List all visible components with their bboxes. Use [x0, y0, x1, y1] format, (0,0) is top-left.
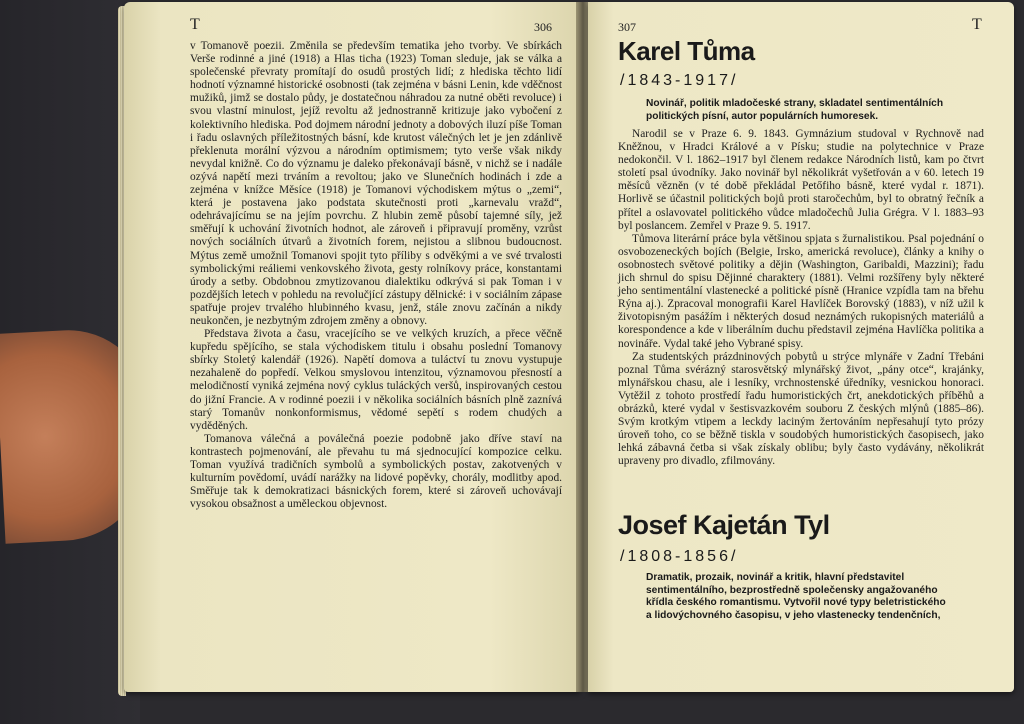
entry-name: Josef Kajetán Tyl — [618, 510, 830, 540]
paragraph: Tomanova válečná a poválečná poezie podobně jako dříve staví na kontrastech pojmenování, ale převahu tu má sjednocující kompozice celku. Toman využívá tradičních symbolů a symbolických postav, zakotvených v kulturním povědomí, uvádí narážky na lidové popěvky, chorály, modlitby apod. Směřuje tak k demokratizaci básnických forem, které si zároveň uchovávají vysokou obsažnost a uměleckou objevnost. — [190, 432, 562, 511]
paragraph: Za studentských prázdninových pobytů u strýce mlynáře v Zadní Třebáni poznal Tůma svérázný starosvětský mlynářský život, „pány otce“, krajánky, mlynářskou chasu, ale i lesníky, vrchnostenské úředníky, vesnickou honoraci. Vytěžil z tohoto prostředí řadu humoristických črt, anekdotických příběhů a obrázků, které vydal v šestisvazkovém souboru Z českých mlýnů (1885–86). Svým krotkým vtipem a leckdy laciným žertováním nepřesahují tyto prózy úroveň toho, co se běžně tiskla v soudobých humoristických časopisech, jako lehká zábavná četba si však získaly oblibu; byly často vydávány, několikrát upraveny pro divadlo, zfilmovány. — [618, 350, 984, 468]
right-page — [588, 2, 1014, 692]
left-page — [124, 2, 580, 692]
running-head-letter-right: T — [972, 16, 982, 33]
paragraph: Narodil se v Praze 6. 9. 1843. Gymnázium studoval v Rychnově nad Kněžnou, v Hradci Králové a v Písku; studie na polytechnice v Praze nedokončil. V l. 1862–1917 byl členem redakce Národních listů, kam po čtvrt století psal úvodníky. Jako novinář byl několikrát vyšetřován a v 60. letech 19 měsíců vězněn (v té době překládal Petőfiho básně, které vydal r. 1871). Horlivě se účastnil politických bojů proti staročechům, byl to obratný řečník a přítel a oslavovatel politického vůdce mladočechů Julia Grégra. V l. 1883–93 byl poslancem. Zemřel v Praze 9. 5. 1917. — [618, 128, 984, 232]
entry-text — [618, 128, 984, 468]
open-book — [118, 2, 1018, 720]
running-head-letter-left: T — [190, 16, 200, 33]
entry-summary: Novinář, politik mladočeské strany, skladatel sentimentálních politických písní, autor populárních humoresek. — [646, 98, 944, 122]
page-number-right: 307 — [618, 20, 636, 34]
entry-dates: /1843-1917/ — [620, 72, 739, 89]
left-page-text — [190, 40, 562, 511]
paragraph: Tůmova literární práce byla většinou spjata s žurnalistikou. Psal pojednání o osvobozeneckých bojích (Belgie, Irsko, americká revoluce), články a knihy o osobnostech světové politiky a dějin (Washington, Garibaldi, Mazzini); řadu jich shrnul do spisu Dějinné charaktery (1881). Velmi rozšířeny byly některé jeho sentimentální vlastenecké a politické písně (Hranice vzpídla tam na břehu Rýna aj.). Zpracoval monografii Karel Havlíček Borovský (1883), v níž užil k životopisným pasážím i některých dosud neznámých rukopisných materiálů a korespondence a kde v liberálním duchu představil zejména Havlíčka politika a novináře. Vydal také jeho Vybrané spisy. — [618, 232, 984, 350]
entry-dates: /1808-1856/ — [620, 548, 739, 565]
paragraph: Představa života a času, vracejícího se ve velkých kruzích, a přece věčně kupředu spějícího, se stala východiskem titulu i obsahu poslední Tomanovy sbírky Stoletý kalendář (1926). Napětí domova a tuláctví tu znovu vystupuje nezahaleně do popředí. Velkou smyslovou intenzitou, významovou přesností a melodičností vyniká zejména nový cyklus tuláckých veršů, inspirovaných cestou do jižní Francie. A v rodinné poezii i v několika sociálních básních plně zaznívá starý Tomanův nonkonformismus, vědomé sepětí s rodem chudých a vyděděných. — [190, 328, 562, 432]
entry-summary: Dramatik, prozaik, novinář a kritik, hlavní představitel sentimentálního, bezprostředně společensky angažovaného křídla českého romantismu. Vytvořil nové typy beletristického a lidovýchovného časopisu, v jeho vlastenecky tendenčních, — [646, 572, 946, 621]
entry-name: Karel Tůma — [618, 36, 755, 66]
paragraph: v Tomanově poezii. Změnila se především tematika jeho tvorby. Ve sbírkách Verše rodinné a jiné (1918) a Hlas ticha (1923) Toman sleduje, jak se válka a společenské převraty promítají do osudů prostých lidí; z hlediska těchto lidí hodnotí významné historické osobnosti (tak zejména v básni Lenin, kde vděčnost mužiků, jimž se dostalo půdy, je dostatečnou náhradou za nutné oběti revoluce) i svou vlastní minulost, jejíž revoltu až jednostranně kritizuje jako vybočení z kolektivního hlediska. Pod dojmem národní jednoty a dobových iluzí píše Toman i řadu oslavných příležitostných básní, kde krutost válečných let je jen zdánlivě překlenuta morální výzvou a národním optimismem; tyto verše však nikdy nevydal knižně. Co do významu je daleko překonávají básně, v nichž se i nadále ozývá napětí mezi trváním a revoltou; jako ve Slunečních hodinách i zde a zejména v knížce Měsíce (1918) je Tomanovi východiskem mýtus o „zemi“, která je postavena jako podstata skutečnosti proti „karnevalu vražd“, odehrávajícímu se na jejím povrchu. Z hlubin země působí tajemné síly, jež směřují k uchování životních hodnot, ale zároveň i připravují proměny, vzrůst nových sociálních útvarů a životních forem, nejistou a slibnou budoucnost. Mýtus země umožnil Tomanovi spojit tyto příliby s odvěkými a ve své trvalosti symbolickými reáliemi venkovského života, gesty rolníkovy práce, konstantami úrody a setby. Obdobnou zmytizovanou dialektiku odkrývá si pak Toman i v pozdějších letech v pohledu na revolučjící zástupy dělnické: i v sociálním zápase spatřuje projev trvalého hlubinného kvasu, jenž, stále znovu začínán a nikdy neukončen, je nezbytným zdrojem změny a obnovy. — [190, 40, 562, 327]
page-number-left: 306 — [534, 20, 552, 34]
